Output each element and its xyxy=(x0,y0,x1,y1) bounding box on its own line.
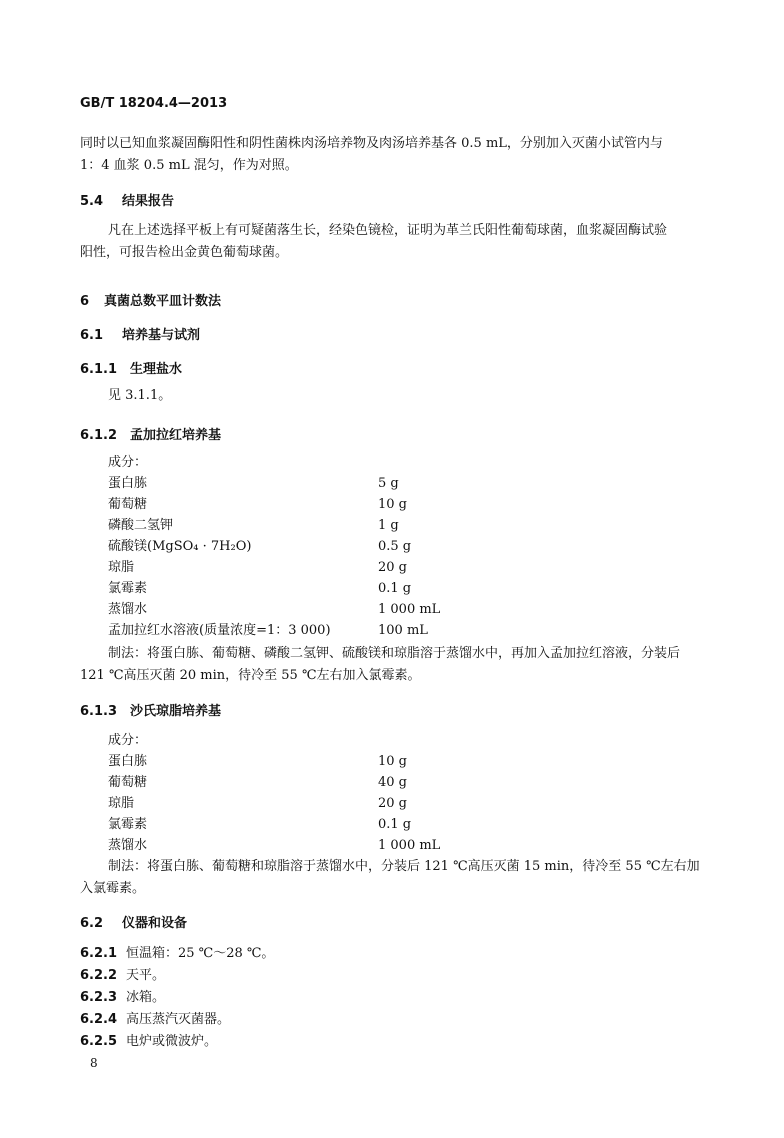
equipment-item: 6.2.5 电炉或微波炉。 xyxy=(80,1034,218,1049)
equipment-item: 6.2.4 高压蒸汽灭菌器。 xyxy=(80,1012,231,1027)
section-heading-6-1-1 xyxy=(80,358,182,377)
document-page: GB/T 18204.4—2013 同时以已知血浆凝固酶阳性和阴性菌株肉汤培养物及肉汤培养基各 0.5 mL，分别加入灭菌小试管内与 1：4 血浆 0.5 mL 混匀，作为对照。 5.4 结果报告 凡在上述选择平板上有可疑菌落生长，经染色镜检，证明为革兰氏阳性葡萄球菌，血浆凝固酶试验 阳性，可报告检出金黄色葡萄球菌。 6 真菌总数平皿计数法 6.1 培养基与试剂 6.1.1 生理盐水 见 3.1.1。 6.1.2 孟加拉红培养基 成分： 蛋白胨 5 g 葡萄糖 10 g 磷酸二氢钾 1 g 硫酸镁(MgSO₄ · 7H₂O) 0.5 g 琼脂 20 g 氯霉素 0.1 g 蒸馏水 1 000 mL 孟加拉红水溶液(质量浓度=1：3 000) 100 mL 制法：将蛋白胨、葡萄糖、磷酸二氢钾、硫酸镁和琼脂溶于蒸馏水中，再加入孟加拉红溶液，分装后 121 ℃高压灭菌 20 min，待冷至 55 ℃左右加入氯霉素。 6.1.3 沙氏琼脂培养基 成分： 蛋白胨 10 g 葡萄糖 40 g 琼脂 20 g 氯霉素 0.1 g 蒸馏水 1 000 mL 制法：将蛋白胨、葡萄糖和琼脂溶于蒸馏水中，分装后 121 ℃高压灭菌 15 min，待冷至 55 ℃左右加 入氯霉素。 6.2 仪器和设备 6.2.1 恒温箱：25 ℃～28 ℃。 6.2.2 天平。 6.2.3 冰箱。 6.2.4 高压蒸汽灭菌器。 6.2.5 电炉或微波炉。 8 xyxy=(80,96,700,1070)
paragraph-preparation-2 xyxy=(80,856,700,900)
section-number: 6 xyxy=(80,294,90,309)
equipment-item: 6.2.1 恒温箱：25 ℃～28 ℃。 xyxy=(80,946,275,961)
section-number: 6.1.2 xyxy=(80,428,118,443)
section-title: 真菌总数平皿计数法 xyxy=(104,294,222,309)
page-number: 8 xyxy=(90,1056,98,1070)
text-line: 阳性，可报告检出金黄色葡萄球菌。 xyxy=(80,245,289,260)
equipment-item: 6.2.3 冰箱。 xyxy=(80,990,166,1005)
section-number: 5.4 xyxy=(80,194,104,209)
section-number: 6.1 xyxy=(80,328,104,343)
text-line: 同时以已知血浆凝固酶阳性和阴性菌株肉汤培养物及肉汤培养基各 0.5 mL，分别加入灭菌小试管内与 xyxy=(80,136,663,151)
paragraph-result xyxy=(80,220,667,264)
section-title: 孟加拉红培养基 xyxy=(130,428,222,443)
section-title: 沙氏琼脂培养基 xyxy=(130,704,222,719)
section-number: 6.1.1 xyxy=(80,362,118,377)
section-number: 6.1.3 xyxy=(80,704,118,719)
text-line: 见 3.1.1。 xyxy=(108,388,172,403)
section-heading-6-1-3 xyxy=(80,700,221,719)
section-title: 结果报告 xyxy=(122,194,175,209)
section-heading-6-1-2 xyxy=(80,424,221,443)
text-line: 制法：将蛋白胨、葡萄糖、磷酸二氢钾、硫酸镁和琼脂溶于蒸馏水中，再加入孟加拉红溶液，分装后 xyxy=(108,646,681,661)
section-title: 培养基与试剂 xyxy=(122,328,201,343)
equipment-item: 6.2.2 天平。 xyxy=(80,968,166,983)
section-heading-6 xyxy=(80,290,221,309)
section-heading-6-2 xyxy=(80,912,187,931)
section-title: 仪器和设备 xyxy=(122,916,188,931)
text-line: 121 ℃高压灭菌 20 min，待冷至 55 ℃左右加入氯霉素。 xyxy=(80,668,421,683)
text-line: 凡在上述选择平板上有可疑菌落生长，经染色镜检，证明为革兰氏阳性葡萄球菌，血浆凝固酶试验 xyxy=(108,223,668,238)
paragraph-control xyxy=(80,133,663,177)
paragraph-preparation-1 xyxy=(80,643,680,687)
section-number: 6.2 xyxy=(80,916,104,931)
standard-code: GB/T 18204.4—2013 xyxy=(80,96,228,111)
section-heading-6-1 xyxy=(80,324,200,343)
text-line: 制法：将蛋白胨、葡萄糖和琼脂溶于蒸馏水中，分装后 121 ℃高压灭菌 15 min，待冷至 55 ℃左右加 xyxy=(108,859,700,874)
paragraph-reference xyxy=(108,385,171,407)
section-heading-5-4 xyxy=(80,190,174,209)
section-title: 生理盐水 xyxy=(130,362,183,377)
text-line: 1：4 血浆 0.5 mL 混匀，作为对照。 xyxy=(80,158,298,173)
text-line: 入氯霉素。 xyxy=(80,881,146,896)
